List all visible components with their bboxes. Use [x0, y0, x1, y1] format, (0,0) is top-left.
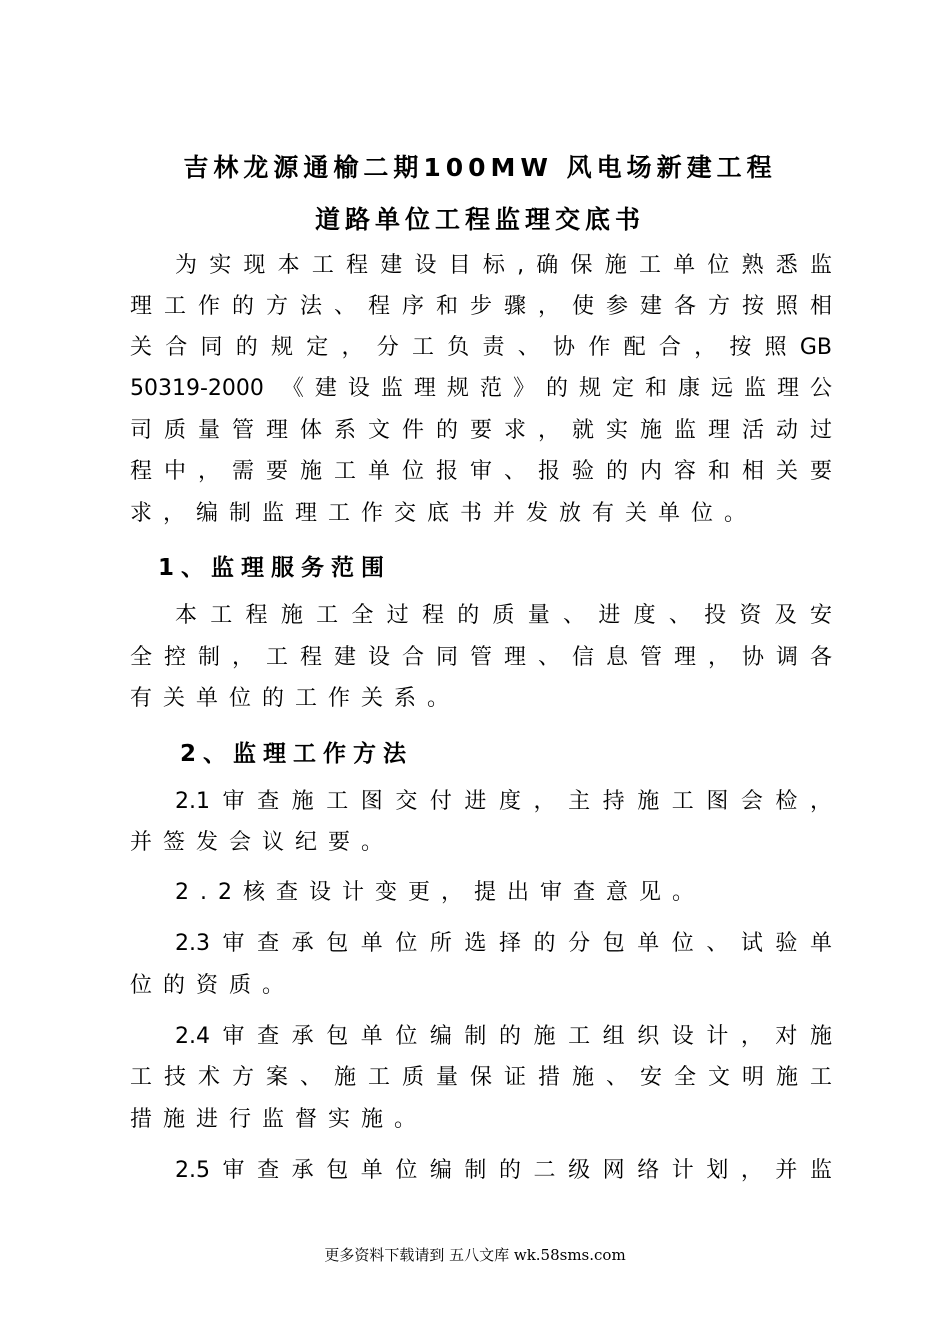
item-line: 2.4审查承包单位编制的施工组织设计，对施: [175, 1024, 832, 1049]
section-1-line: 本工程施工全过程的质量、进度、投资及安: [175, 603, 832, 628]
item-line: 位的资质。: [130, 973, 296, 998]
intro-line: 关合同的规定，分工负责、协作配合，按照GB: [130, 335, 832, 360]
item-line: 2.3审查承包单位所选择的分包单位、试验单: [175, 931, 832, 956]
intro-line: 理工作的方法、程序和步骤，使参建各方按照相: [130, 294, 832, 319]
intro-line: 程中，需要施工单位报审、报验的内容和相关要: [130, 459, 832, 484]
item-line: 并签发会议纪要。: [130, 830, 395, 855]
section-1-line: 全控制，工程建设合同管理、信息管理，协调各: [130, 645, 832, 670]
section-1-heading: 1、监理服务范围: [158, 555, 392, 581]
item-line: 措施进行监督实施。: [130, 1107, 428, 1132]
item-line: 工技术方案、施工质量保证措施、安全文明施工: [130, 1065, 832, 1090]
intro-line: 求，编制监理工作交底书并发放有关单位。: [130, 501, 758, 526]
item-line: 2.1审查施工图交付进度，主持施工图会检，: [175, 789, 832, 814]
document-title-line2: 道路单位工程监理交底书: [314, 205, 645, 234]
footer-download-note: 更多资料下载请到 五八文库 wk.58sms.com: [324, 1246, 626, 1264]
section-1-line: 有关单位的工作关系。: [130, 686, 461, 711]
intro-line: 为实现本工程建设目标,确保施工单位熟悉监: [175, 253, 832, 278]
intro-line: 50319-2000 《建设监理规范》的规定和康远监理公: [130, 376, 832, 401]
section-2-heading: 2、监理工作方法: [180, 741, 414, 767]
document-title-line1: 吉林龙源通榆二期100MW 风电场新建工程: [183, 153, 777, 182]
item-line: 2.2核查设计变更，提出审查意见。: [175, 880, 705, 905]
intro-line: 司质量管理体系文件的要求，就实施监理活动过: [130, 418, 832, 443]
item-line: 2.5审查承包单位编制的二级网络计划，并监: [175, 1158, 832, 1183]
